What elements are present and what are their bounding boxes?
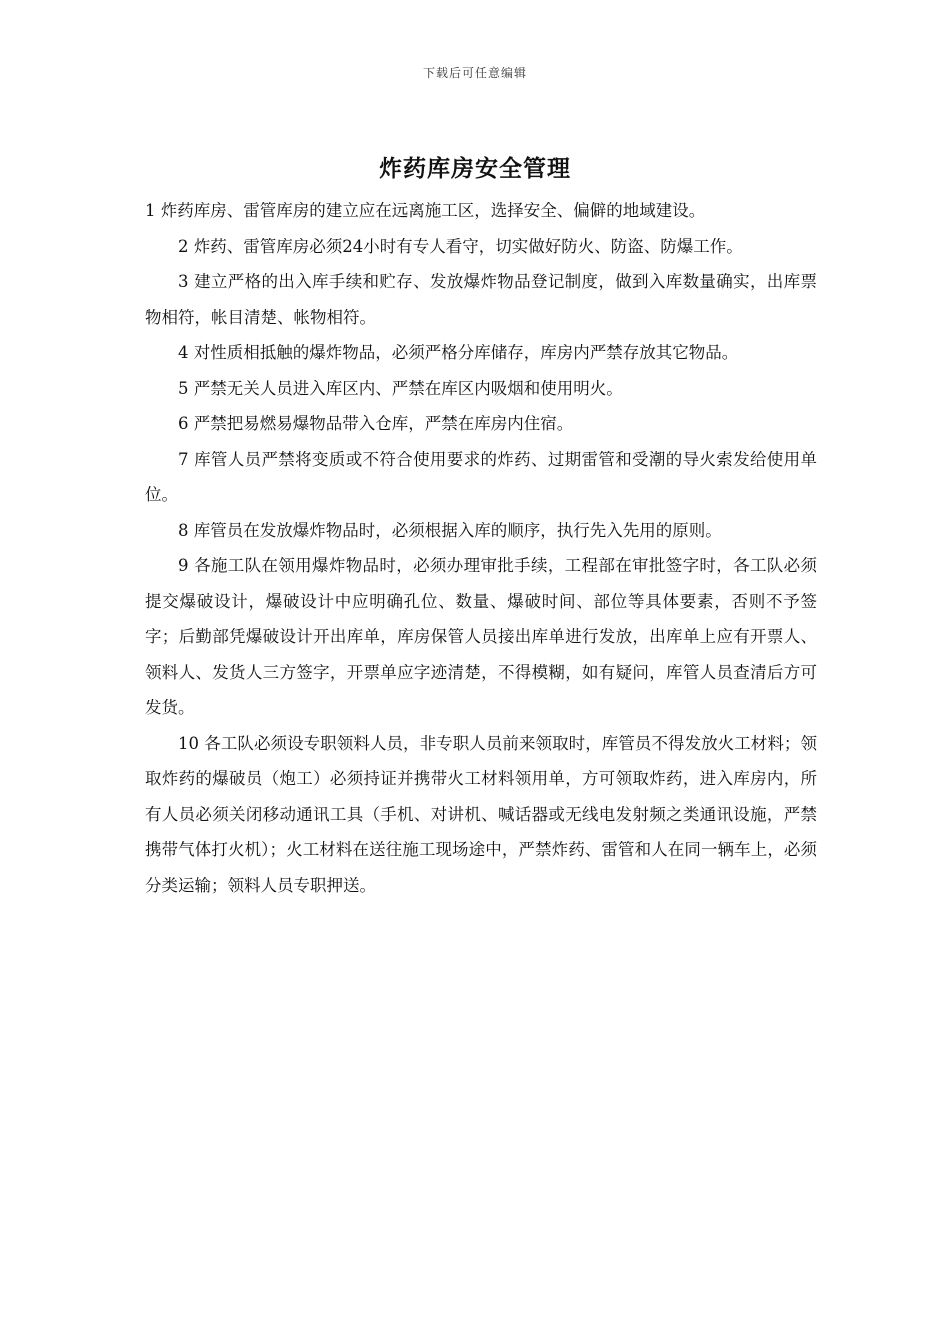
- paragraph-4: 4 对性质相抵触的爆炸物品，必须严格分库储存，库房内严禁存放其它物品。: [178, 343, 739, 362]
- paragraph-9: 9 各施工队在领用爆炸物品时，必须办理审批手续，工程部在审批签字时，各工队必须提交爆破设计，爆破设计中应明确孔位、数量、爆破时间、部位等具体要素，否则不予签字；后勤部凭爆破设计开出库单，库房保管人员接出库单进行发放，出库单上应有开票人、领料人、发货人三方签字，开票单应字迹清楚，不得模糊，如有疑问，库管人员查清后方可发货。: [145, 556, 817, 717]
- paragraph-10: 10 各工队必须设专职领料人员，非专职人员前来领取时，库管员不得发放火工材料；领取炸药的爆破员（炮工）必须持证并携带火工材料领用单，方可领取炸药，进入库房内，所有人员必须关闭移动通讯工具（手机、对讲机、喊话器或无线电发射频之类通讯设施，严禁携带气体打火机）；火工材料在送往施工现场途中，严禁炸药、雷管和人在同一辆车上，必须分类运输；领料人员专职押送。: [145, 733, 817, 895]
- paragraph-8: 8 库管员在发放爆炸物品时，必须根据入库的顺序，执行先入先用的原则。: [178, 520, 722, 540]
- document-body: [145, 193, 817, 903]
- document-title: 炸药库房安全管理: [379, 155, 571, 182]
- paragraph-1: 1 炸药库房、雷管库房的建立应在远离施工区，选择安全、偏僻的地域建设。: [145, 201, 706, 220]
- paragraph-2: 2 炸药、雷管库房必须24小时有专人看守，切实做好防火、防盗、防爆工作。: [178, 236, 743, 256]
- paragraph-3: 3 建立严格的出入库手续和贮存、发放爆炸物品登记制度，做到入库数量确实，出库票物相符，帐目清楚、帐物相符。: [145, 272, 817, 327]
- paragraph-6: 6 严禁把易燃易爆物品带入仓库，严禁在库房内住宿。: [178, 414, 574, 433]
- paragraph-5: 5 严禁无关人员进入库区内、严禁在库区内吸烟和使用明火。: [178, 378, 623, 398]
- header-note: 下载后可任意编辑: [422, 66, 527, 80]
- paragraph-7: 7 库管人员严禁将变质或不符合使用要求的炸药、过期雷管和受潮的导火索发给使用单位。: [145, 449, 817, 504]
